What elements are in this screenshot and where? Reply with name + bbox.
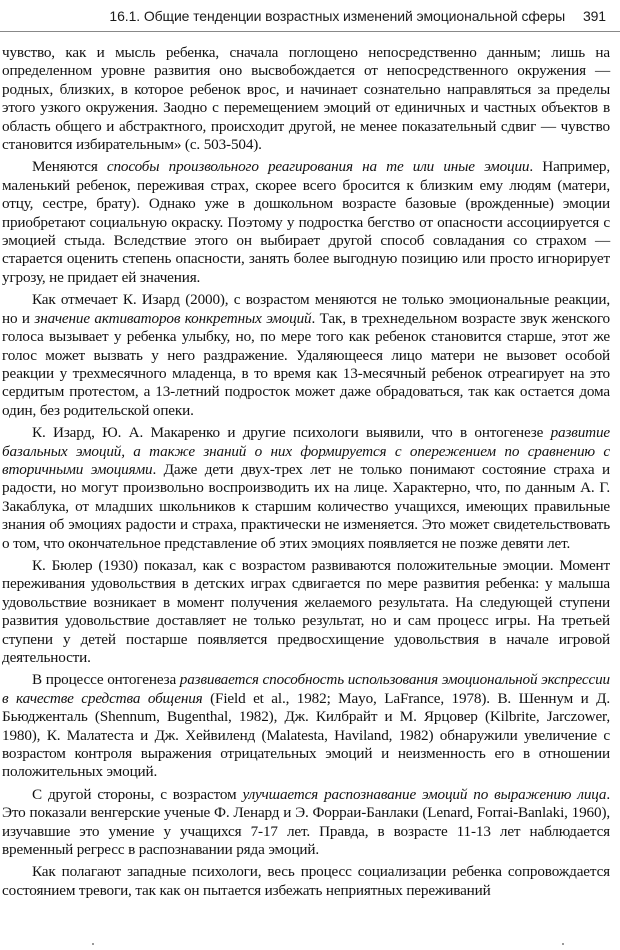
paragraph bbox=[2, 424, 610, 553]
text-run: В процессе онтогенеза bbox=[32, 671, 180, 689]
body-text bbox=[2, 44, 610, 904]
scan-speck bbox=[562, 943, 564, 945]
page-number: 391 bbox=[582, 8, 606, 24]
scan-speck bbox=[92, 943, 94, 945]
paragraph bbox=[2, 671, 610, 781]
emphasis-text: улучшается распознавание эмоций по выражению лица bbox=[242, 785, 607, 803]
text-run: С другой стороны, с возрастом bbox=[32, 785, 243, 803]
emphasis-text: значение активаторов конкретных эмоций bbox=[34, 309, 312, 327]
emphasis-text: способы произвольного реагирования на те или иные эмоции bbox=[106, 158, 530, 176]
text-run: (Field et al., 1982; Mayo, LaFrance, 1978). В. Шеннум и Д. Бьюдженталь (Shennum, Bugenthal, 1982), Дж. Килбрайт и М. Ярцовер (Kilbrite, Jarczower, 1980), К. Малатеста и Дж. Хейвиленд (Malatesta, Haviland, 1982) обнаружили увеличение с возрастом контроля выражения отрицательных эмоций и неизменность его в отношении положительных эмоций. bbox=[2, 689, 610, 781]
text-run: . Это показали венгерские ученые Ф. Ленард и Э. Форраи-Банлаки (Lenard, Forrai-Banlaki, 1960), изучавшие это умение у учащихся 7-17 лет. Правда, в возрасте 11-13 лет наблюдается временный регресс в распознавании ряда эмоций. bbox=[2, 785, 610, 859]
paragraph bbox=[2, 786, 610, 860]
paragraph bbox=[2, 44, 610, 154]
emphasis-text: развитие базальных эмоций, а также знаний о них формируется с опережением по сравнению с вторичными эмоциями bbox=[2, 424, 610, 478]
header-rule bbox=[0, 31, 620, 32]
paragraph bbox=[2, 158, 610, 287]
text-run: Меняются bbox=[32, 158, 107, 176]
paragraph bbox=[2, 291, 610, 420]
paragraph bbox=[2, 863, 610, 900]
header-title: 16.1. Общие тенденции возрастных изменений эмоциональной сферы bbox=[109, 8, 566, 24]
emphasis-text: развивается способность использования эмоциональной экспрессии в качестве средства общения bbox=[2, 671, 610, 707]
text-run: Как полагают западные психологи, весь процесс социализации ребенка сопровождается состоянием тревоги, так как он пытается избежать неприятных переживаний bbox=[2, 863, 610, 899]
text-run: чувство, как и мысль ребенка, сначала поглощено непосредственно данным; лишь на определенном уровне развития оно высвобождается от непосредственного окружения — родных, близких, в которое ребенок врос, и начинает сознательно направляться за пределы этого узкого окружения. Заодно с перемещением эмоций от единичных и частных объектов в область общего и абстрактного, происходит другой, не менее показательный сдвиг — чувство становится избирательным» (с. 503-504). bbox=[2, 44, 610, 154]
text-run: . Например, маленький ребенок, переживая страх, скорее всего бросится к близким ему людям (матери, отцу, сестре, брату). Однако уже в дошкольном возрасте базовые (врожденные) эмоции приобретают социальную окраску. Поэтому у подростка бегство от опасности ассоциируется с эмоцией стыда. Вследствие этого он выбирает другой способ совладания со страхом — старается оценить степень опасности, занять более выгодную позицию или просто игнорирует угрозу, не придает ей значения. bbox=[2, 158, 610, 286]
text-run: Как отмечает К. Изард (2000), с возрастом меняются не только эмоциональные реакции, но и bbox=[2, 291, 610, 327]
text-run: К. Изард, Ю. А. Макаренко и другие психологи выявили, что в онтогенезе bbox=[32, 424, 551, 442]
text-run: . Так, в трехнедельном возрасте звук женского голоса вызывает у ребенка улыбку, но, по мере того как ребенок становится старше, этот же голос может вызвать у него раздражение. Удаляющееся лицо матери не вызовет особой реакции у трехмесячного младенца, в то время как 13-месячный ребенок отреагирует на это сердитым протестом, а 13-летний подросток может даже обрадоваться, так как остается дома один, без родительской опеки. bbox=[2, 309, 610, 419]
paragraph bbox=[2, 557, 610, 667]
text-run: К. Бюлер (1930) показал, как с возрастом развиваются положительные эмоции. Момент переживания удовольствия в детских играх сдвигается по мере развития ребенка: у малыша удовольствие возникает в момент получения желаемого результата. На следующей ступени развития удовольствие доставляет не только результат, но и сам процесс игры. На третьей ступени у детей постарше появляется предвосхищение удовольствия в начале игровой деятельности. bbox=[2, 556, 610, 666]
running-header bbox=[0, 8, 606, 24]
text-run: . Даже дети двух-трех лет не только понимают состояние страха и радости, но могут произвольно воспроизводить их на лице. Характерно, что, по данным А. Г. Закаблука, от младших школьников к старшим количество учащихся, имеющих правильные знания об эмоциях радости и страха, практически не изменяется. Это может свидетельствовать о том, что окончательное представление об этих эмоциях появляется не позже девяти лет. bbox=[2, 460, 610, 552]
